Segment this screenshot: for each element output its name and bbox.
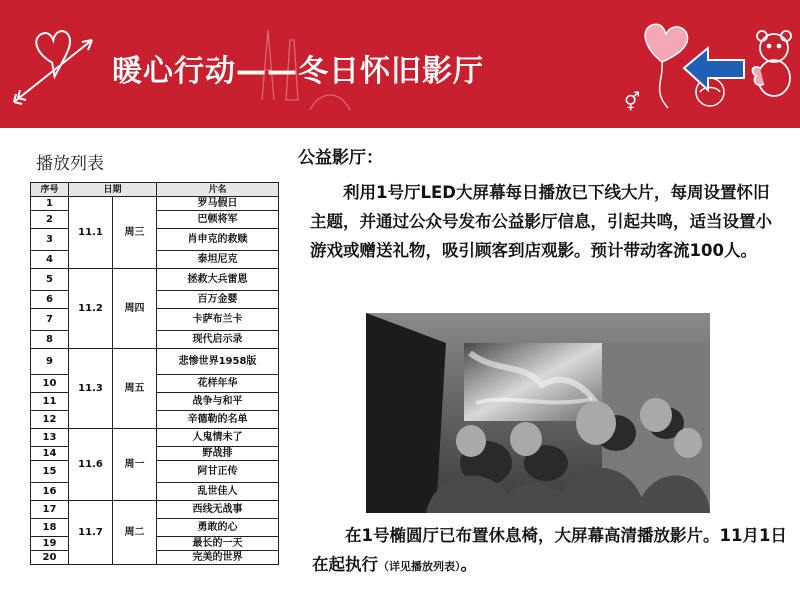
table-row (31, 429, 279, 447)
film-title: 战争与和平 (157, 393, 279, 411)
film-title: 西线无战事 (157, 501, 279, 519)
table-row (31, 197, 279, 211)
page-title: 暖心行动——冬日怀旧影厅 (112, 54, 484, 89)
column-header-number: 序号 (31, 183, 69, 197)
heart-arrow-icon (14, 29, 92, 104)
film-title: 阿甘正传 (157, 461, 279, 483)
row-number: 14 (31, 447, 69, 461)
caption-end: 。 (460, 555, 477, 574)
film-title: 卡萨布兰卡 (157, 309, 279, 331)
film-title: 乱世佳人 (157, 483, 279, 501)
row-number: 12 (31, 411, 69, 429)
row-number: 9 (31, 349, 69, 375)
row-date: 11.3 (69, 349, 113, 429)
cinema-photo (366, 313, 710, 513)
header-banner (0, 0, 800, 128)
back-arrow-icon[interactable] (684, 48, 744, 90)
table-header-row (31, 183, 279, 197)
film-title: 最长的一天 (157, 537, 279, 551)
row-number: 10 (31, 375, 69, 393)
row-number: 17 (31, 501, 69, 519)
description-paragraph: 利用1号厅LED大屏幕每日播放已下线大片，每周设置怀旧主题，并通过公众号发布公益影厅信息，引起共鸣，适当设置小游戏或赠送礼物，吸引顾客到店观影。预计带动客流100人。 (310, 183, 772, 260)
row-weekday: 周一 (113, 429, 157, 501)
row-date: 11.6 (69, 429, 113, 501)
row-number: 20 (31, 551, 69, 565)
row-number: 13 (31, 429, 69, 447)
row-weekday: 周四 (113, 269, 157, 349)
film-title: 人鬼情未了 (157, 429, 279, 447)
row-number: 11 (31, 393, 69, 411)
section-heading: 公益影厅： (298, 148, 383, 168)
film-title: 野战排 (157, 447, 279, 461)
column-header-date: 日期 (69, 183, 157, 197)
film-title: 肖申克的救赎 (157, 229, 279, 251)
table-row (31, 269, 279, 291)
film-title: 百万金婴 (157, 291, 279, 309)
teddy-bear-icon (753, 31, 791, 96)
row-number: 18 (31, 519, 69, 537)
playlist-title: 播放列表 (36, 154, 104, 174)
column-header-film: 片名 (157, 183, 279, 197)
film-title: 泰坦尼克 (157, 251, 279, 269)
film-title: 完美的世界 (157, 551, 279, 565)
row-date: 11.2 (69, 269, 113, 349)
film-title: 勇敢的心 (157, 519, 279, 537)
row-number: 7 (31, 309, 69, 331)
row-number: 4 (31, 251, 69, 269)
row-date: 11.1 (69, 197, 113, 269)
row-weekday: 周二 (113, 501, 157, 565)
photo-caption (312, 521, 792, 581)
film-title: 罗马假日 (157, 197, 279, 211)
caption-text: 在1号椭圆厅已布置休息椅，大屏幕高清播放影片。11月1日在起执行 (312, 526, 787, 574)
film-title: 现代启示录 (157, 331, 279, 349)
film-title: 巴顿将军 (157, 211, 279, 229)
row-number: 15 (31, 461, 69, 483)
row-date: 11.7 (69, 501, 113, 565)
row-weekday: 周三 (113, 197, 157, 269)
row-number: 1 (31, 197, 69, 211)
row-number: 8 (31, 331, 69, 349)
row-number: 3 (31, 229, 69, 251)
film-title: 辛德勒的名单 (157, 411, 279, 429)
playlist-table (30, 182, 279, 565)
svg-text:⚥: ⚥ (624, 92, 641, 113)
table-row (31, 501, 279, 519)
row-number: 16 (31, 483, 69, 501)
caption-note: （详见播放列表） (378, 560, 461, 573)
film-title: 悲惨世界1958版 (157, 349, 279, 375)
table-row (31, 349, 279, 375)
row-weekday: 周五 (113, 349, 157, 429)
film-title: 花样年华 (157, 375, 279, 393)
film-title: 拯救大兵雷恩 (157, 269, 279, 291)
row-number: 6 (31, 291, 69, 309)
row-number: 2 (31, 211, 69, 229)
row-number: 5 (31, 269, 69, 291)
row-number: 19 (31, 537, 69, 551)
